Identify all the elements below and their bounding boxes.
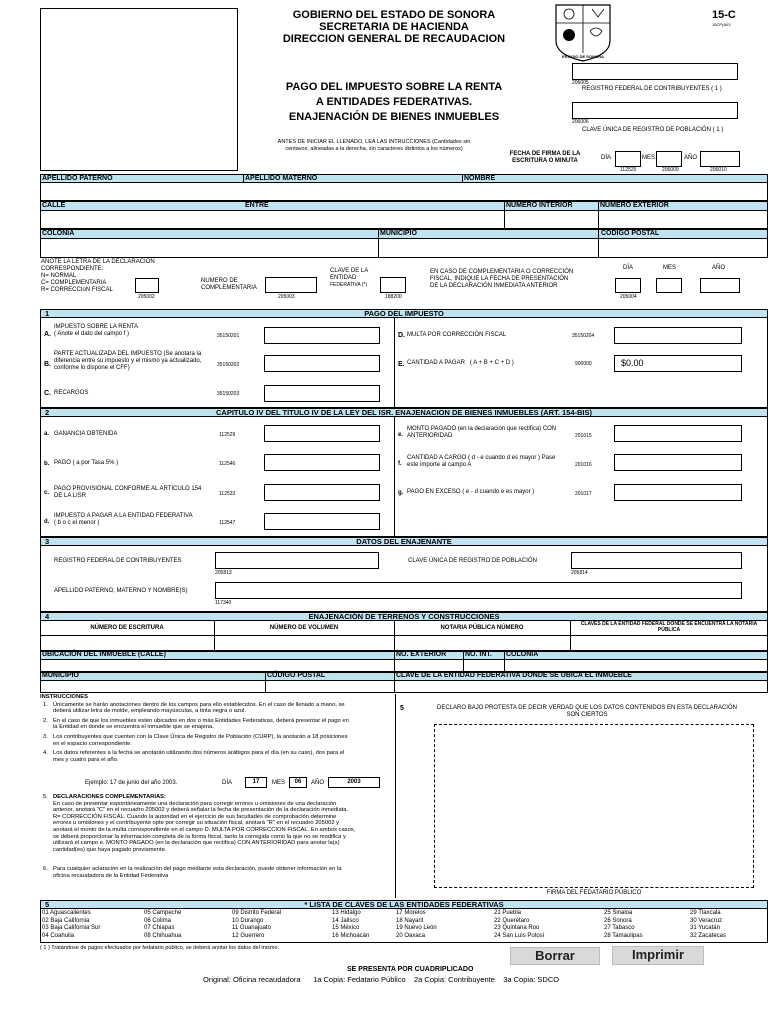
s3-curp-label: CLAVE ÚNICA DE REGISTRO DE POBLACIÓN: [408, 558, 537, 564]
clave-l3: FEDERATIVA (*): [330, 282, 368, 288]
state-item: 14 Jalisco: [332, 917, 359, 924]
fecha-code-1: 112525: [620, 167, 637, 173]
s4-clave-inm-label: CLAVE DE LA ENTIDAD FEDERATIVA DONDE SE UBICA EL INMUEBLE: [396, 672, 632, 679]
footer-copies: [203, 976, 559, 984]
fecha-mes-input[interactable]: [656, 151, 682, 167]
nombre-label: NOMBRE: [464, 175, 496, 182]
instructions-block-2: 5. DECLARACIONES COMPLEMENTARIAS: En caso de presentar espontáneamente una declaración para corregir errores u omisiones de una declaración anterior, anotará "C" en el recuadro 205002 y deberá señalar la fecha de presentación de la declaración inmediata. R= CORRECCIÓN FISCAL. Cuando la autoridad en el ejercicio de sus facultades de comprobación determine errores u omisiones y el contribuyente opte por corregir su situación fiscal, anotará "R" en el recuadro 205002 y anotará el monto de la multa correspondiente en el campo D. MULTA POR CORRECCION FISCAL. En ambos casos, se deberá proporcionar la información completa de la forma fiscal, tanto la corregida como la que no se modifica y utilizará el campo e. MONTO PAGADO (en la declaración que rectifica) CON ANTERIORIDAD para anotar la(s) cantidad(es) que haya pagado previamente. 6. Para cualquier aclaración en la realización del pago mediante esta declaración, puede obtener información en la oficina recaudadora de la Entidad Federativa: [40, 794, 395, 880]
ej-anio-label: AÑO: [311, 780, 325, 786]
instr-6b: oficina recaudadora de la Entidad Federativa: [53, 872, 169, 879]
s2-f-code: 201016: [575, 462, 592, 468]
state-item: 03 Baja California Sur: [42, 925, 101, 932]
s2-c-code: 112533: [219, 491, 236, 497]
signature-area[interactable]: [434, 724, 754, 888]
fecha-firma-label: [500, 151, 590, 165]
s3-nombre-input[interactable]: [215, 582, 742, 599]
state-item: 16 Michoacán: [332, 932, 370, 939]
instr-5g: utilizará el campo e. MONTO PAGADO (en la declaración que rectifica) CON ANTERIORIDAD para anotar la(s): [53, 840, 340, 847]
gov-title: GOBIERNO DEL ESTADO DE SONORA: [292, 9, 496, 21]
state-item: 17 Morelos: [396, 910, 426, 916]
caso-l3: DE LA DECLARACIÓN INMEDIATA ANTERIOR: [430, 283, 558, 289]
section-4-title: ENAJENACIÓN DE TERRENOS Y CONSTRUCCIONES: [308, 612, 500, 621]
s2-d-input[interactable]: [264, 513, 380, 530]
s2-f-l1: CANTIDAD A CARGO ( d - e cuando d es mayor ) Pase: [407, 455, 556, 461]
s3-rfc-code: 205813: [215, 570, 232, 576]
s2-g-label: PAGO EN EXCESO ( e - d cuando e es mayor ): [407, 489, 535, 495]
instr-5c: R= CORRECCIÓN FISCAL. Cuando la autoridad en el ejercicio de sus facultades de comprobación determine: [53, 813, 337, 820]
s2-c-label: [54, 486, 201, 500]
municipio-label: MUNICIPIO: [380, 230, 417, 237]
s1-b-l3: conforme lo dispone el CFF): [54, 365, 130, 371]
curp-input[interactable]: [572, 102, 738, 119]
fecha-mes-label: MES: [642, 155, 656, 161]
ej-mes-label: MES: [272, 780, 286, 786]
ej-dia-label: DÍA: [222, 780, 233, 786]
state-item: 28 Tamaulipas: [604, 932, 643, 939]
fecha-code-2: 206009: [662, 167, 679, 173]
state-item: 24 San Luis Potosí: [494, 932, 545, 939]
states-column: [690, 910, 726, 940]
state-item: 09 Distrito Federal: [232, 910, 282, 916]
s2-d-code: 112547: [219, 520, 236, 526]
state-item: 30 Veracruz: [690, 917, 723, 924]
state-item: 18 Nayarit: [396, 917, 424, 924]
instr-5d: errores u omisiones y el contribuyente opte por corregir su situación fiscal, anotará "R" en el recuadro 205002 y: [53, 820, 340, 827]
decl-l5: R= CORRECCIoN FISCAL: [41, 287, 113, 293]
fecha-dia-label: DÍA: [601, 155, 612, 161]
state-item: 01 Aguascalientes: [42, 910, 91, 916]
title-line-2: A ENTIDADES FEDERATIVAS.: [315, 96, 473, 108]
state-item: 29 Tlaxcala: [690, 910, 721, 916]
calle-row-input[interactable]: [40, 211, 768, 229]
decl-dia-label: DÍA: [623, 265, 634, 271]
s1-b-label: [54, 351, 214, 372]
fecha-dia-input[interactable]: [615, 151, 641, 167]
section-2-header: [40, 408, 768, 417]
decl-code-3: 188200: [385, 294, 402, 300]
instructions-block: INSTRUCCIONES 1. Únicamente se harán anotaciones dentro de los campos para ello establecidos. En el caso de llenado a mano, se deberá utilizar letra de molde, empleando mayúsculas, a tinta negra o azul. 2. En el caso de que los inmuebles estén ubicados en dos o más Entidades Federativas, deberá presentar el pago en la Entidad en donde se encuentra el inmueble que se enajena. 3. Los contribuyentes que cuenten con la Clave Única de Registro de Población (CURP), la anotarán a 18 posiciones en el espacio correspondiente. 4. Los datos referentes a la fecha se anotarán utilizando dos números arábigos para el día (en su caso), dos para el mes y cuatro para el año.: [40, 694, 395, 763]
s1-a-code: 35150201: [217, 333, 240, 339]
state-item: 02 Baja California: [42, 917, 90, 924]
fecha-firma-l2: ESCRITURA O MINUTA: [512, 158, 578, 164]
state-item: 13 Hidalgo: [332, 910, 361, 916]
state-item: 26 Sonora: [604, 917, 632, 924]
rfc-code: 206005: [572, 80, 589, 86]
num-comp-label: [201, 278, 257, 292]
instr-4b: mes y cuatro para el año.: [53, 756, 119, 763]
s2-e-input[interactable]: [614, 425, 742, 442]
decl-l1: ANOTE LA LETRA DE LA DECLARACION: [41, 259, 155, 265]
decl-mes-label: MES: [663, 265, 677, 271]
form-title: [260, 80, 528, 125]
s2-b-input[interactable]: [264, 454, 380, 471]
instr-5t: DECLARACIONES COMPLEMENTARIAS:: [53, 794, 166, 800]
ap-paterno-label: APELLIDO PATERNO: [42, 175, 113, 182]
s4-esc-label: NÚMERO DE ESCRITURA: [90, 625, 164, 631]
s2-f-l2: este importe al campo A: [407, 462, 472, 468]
s2-c-l1: PAGO PROVISIONAL CONFORME AL ARTICULO 154: [54, 486, 202, 492]
imprimir-button[interactable]: Imprimir: [612, 946, 704, 965]
s1-b-code: 35150202: [217, 362, 240, 368]
s2-a-label: GANANCIA OBTENIDA: [54, 431, 118, 437]
instr-6a: Para cualquier aclaración en la realización del pago mediante esta declaración, puede obtener información en la: [53, 866, 342, 873]
s4-row-3-input[interactable]: [40, 681, 768, 693]
fecha-firma-l1: FECHA DE FIRMA DE LA: [509, 151, 581, 157]
section-2-title: CAPITULO IV DEL TITULO IV DE LA LEY DEL ISR. ENAJENACION DE BIENES INMUEBLES (ART. 154-BIS): [215, 408, 593, 417]
section-1-title: PAGO DEL IMPUESTO: [364, 309, 444, 318]
states-column: [42, 910, 100, 940]
states-column: [604, 910, 643, 940]
s5-decl-l2: SON CIERTOS: [566, 712, 608, 718]
photo-box: [40, 8, 238, 171]
s1-e-l1: CANTIDAD A PAGAR: [407, 360, 465, 366]
decl-l4: C= COMPLEMENTARIA: [41, 280, 107, 286]
dir-title: DIRECCION GENERAL DE RECAUDACION: [282, 33, 506, 45]
s2-a-code: 112529: [219, 432, 236, 438]
s2-d-l2: ( b o c el menor ): [54, 520, 100, 526]
s2-g-input[interactable]: [614, 484, 742, 501]
s1-e-input[interactable]: $0.00: [614, 355, 742, 372]
s3-nombre-label: APELLIDO PATERNO, MATERNO Y NOMBRE(S): [54, 588, 188, 594]
decl-l2: CORRESPONDIENTE:: [41, 266, 104, 272]
note-line-2: centavos, alineadas a la derecha, sin caracteres distintos a los números): [285, 146, 463, 152]
copy-original: Original: Oficina recaudadora: [203, 975, 301, 984]
calle-label: CALLE: [42, 202, 66, 209]
s4-mun-label: MUNICIPIO: [42, 672, 79, 679]
s4-ubic-label: UBICACIÓN DEL INMUEBLE (CALLE): [42, 651, 166, 658]
form-code: 15-C: [712, 9, 736, 21]
s3-curp-code: 205814: [571, 570, 588, 576]
s5-decl-l1: DECLARO BAJO PROTESTA DE DECIR VERDAD QUE LOS DATOS CONTENIDOS EN ESTA DECLARACIÓN: [437, 705, 737, 711]
states-column: [494, 910, 544, 940]
s4-noext-label: NO. EXTERIOR: [396, 651, 447, 658]
caso-label: [430, 269, 573, 290]
footer-cuadriplicado: SE PRESENTA POR CUADRIPLICADO: [347, 966, 474, 973]
rfc-label: REGISTRO FEDERAL DE CONTRIBUYENTES ( 1 ): [582, 86, 722, 92]
instr-5f: se deberá proporcionar la información completa de la forma fiscal, tanto la corregida como la que no se modifica y: [53, 833, 346, 840]
section-5-num: 5: [45, 900, 50, 909]
instr-4a: Los datos referentes a la fecha se anotarán utilizando dos números arábigos para el día (en su caso), dos para el: [53, 750, 345, 757]
states-column: [144, 910, 181, 940]
states-column: [332, 910, 369, 940]
section-1-num: 1: [45, 309, 50, 318]
state-item: 15 México: [332, 925, 360, 932]
s1-b-l2: diferencia entre su impuesto y el mismo ya actualizado,: [54, 358, 202, 364]
copy-3: 3a Copia: SDCO: [503, 975, 560, 984]
section-3-header: [40, 537, 768, 546]
header-titles: [260, 9, 528, 45]
s4-clave-ent-label: CLAVES DE LA ENTIDAD FEDERAL DONDE SE ENCUENTRA LA NOTARÍA PÚBLICA: [580, 621, 758, 633]
state-item: 07 Chiapas: [144, 925, 175, 932]
state-item: 08 Chihuahua: [144, 932, 182, 939]
s4-col-label: COLONIA: [506, 651, 539, 658]
s2-g-code: 201017: [575, 491, 592, 497]
state-item: 27 Tabasco: [604, 925, 635, 932]
s4-row-2-input[interactable]: [40, 660, 768, 672]
title-line-1: PAGO DEL IMPUESTO SOBRE LA RENTA: [285, 81, 503, 93]
states-column: [232, 910, 281, 940]
s4-notaria-label: NOTARIA PÚBLICA NÚMERO: [440, 625, 524, 631]
fecha-code-3: 206010: [710, 167, 727, 173]
s1-d-code: 35150204: [572, 333, 595, 339]
s4-cp-label: CÓDIGO POSTAL: [267, 672, 326, 679]
nombre-row-input[interactable]: [40, 183, 768, 201]
state-item: 12 Guerrero: [232, 932, 265, 939]
s1-b-input[interactable]: [264, 355, 380, 372]
seal-text: ESTADO DE SONORA: [562, 54, 604, 59]
section-2-num: 2: [45, 408, 50, 417]
sec-title: SECRETARIA DE HACIENDA: [319, 21, 469, 33]
clave-l2: ENTIDAD: [330, 275, 357, 281]
note-line-1: ANTES DE INICIAR EL LLENADO, LEA LAS INTRUCCIONES (Cantidades sin: [277, 139, 471, 145]
s2-e-code: 201015: [575, 433, 592, 439]
s2-f-label: [407, 455, 555, 469]
instr-5h: cantidad(es) que haya pagado previamente.: [53, 846, 167, 853]
decl-code-4: 205004: [620, 294, 637, 300]
s2-b-code: 112546: [219, 461, 236, 467]
decl-anio-label: AÑO: [712, 265, 726, 271]
state-item: 32 Zacatecas: [690, 932, 727, 939]
decl-l3: N= NORMAL: [41, 273, 77, 279]
decl-code-2: 205003: [278, 294, 295, 300]
instr-5b: anterior, anotará "C" en el recuadro 205002 y deberá señalar la fecha de presentación de la declaración inmediata.: [53, 807, 349, 814]
num-int-label: NÚMERO INTERIOR: [506, 202, 573, 209]
ej-dia-value: 17: [245, 777, 267, 788]
s5-decl-text: [412, 705, 762, 719]
s3-nombre-code: 117340: [215, 600, 232, 606]
section-4-header: [40, 612, 768, 621]
s1-b-l1: PARTE ACTUALIZADA DEL IMPUESTO (Se anotara la: [54, 351, 202, 357]
section-4-num: 4: [45, 612, 50, 621]
s1-e-l2: ( A + B + C + D ): [469, 360, 514, 366]
state-item: 11 Guanajuato: [232, 925, 271, 932]
signature-label: FIRMA DEL FEDATARIO PÚBLICO: [546, 890, 642, 896]
section-3-title: DATOS DEL ENAJENANTE: [356, 537, 452, 546]
s1-e-code: 900000: [575, 361, 592, 367]
s3-rfc-input[interactable]: [215, 552, 379, 569]
decl-anio-input[interactable]: [700, 278, 740, 293]
num-comp-input[interactable]: [265, 277, 317, 293]
instr-3b: en el espacio correspondiente.: [53, 740, 132, 747]
s1-d-input[interactable]: [614, 327, 742, 344]
decl-type-input[interactable]: [135, 278, 159, 293]
s2-e-label: [407, 426, 556, 440]
clave-l1: CLAVE DE LA: [330, 268, 369, 274]
entre-label: ENTRE: [245, 202, 269, 209]
s4-row-1-input[interactable]: [40, 636, 768, 651]
footer-note: ( 1 ) Tratándose de pagos efectuados por fedatario público, se deberá anotar los datos del mismo.: [40, 945, 280, 951]
s1-a-input[interactable]: [264, 327, 380, 344]
curp-label: CLAVE ÚNICA DE REGISTRO DE POBLACIÓN ( 1 ): [582, 127, 724, 133]
states-columns: [42, 910, 766, 942]
state-item: 21 Puebla: [494, 910, 522, 916]
s3-curp-input[interactable]: [571, 552, 742, 569]
instr-1a: Únicamente se harán anotaciones dentro de los campos para ello establecidos. En el caso de llenado a mano, se: [53, 701, 345, 708]
s2-e-l2: ANTERIORIDAD: [407, 433, 453, 439]
instr-2a: En el caso de que los inmuebles estén ubicados en dos o más Entidades Federativas, deberá presentar el pago en: [53, 717, 349, 724]
num-comp-l2: COMPLEMENTARIA: [201, 285, 257, 291]
borrar-button[interactable]: Borrar: [510, 947, 600, 965]
fecha-anio-label: AÑO: [684, 155, 698, 161]
s3-rfc-label: REGISTRO FEDERAL DE CONTRIBUYENTES: [54, 558, 182, 564]
colonia-row-input[interactable]: [40, 239, 768, 258]
states-column: [396, 910, 437, 940]
decl-dia-input[interactable]: [615, 278, 641, 293]
state-item: 19 Nuevo León: [396, 925, 437, 932]
section-5-header: [40, 900, 768, 909]
clave-entidad-label: [330, 268, 368, 289]
s1-c-code: 35150203: [217, 391, 240, 397]
section-1-header: [40, 309, 768, 318]
s2-d-label: [54, 513, 193, 527]
s2-c-input[interactable]: [264, 484, 380, 501]
s1-c-label: RECARGOS: [54, 390, 89, 396]
instr-title: INSTRUCCIONES: [40, 694, 88, 700]
caso-l1: EN CASO DE COMPLEMENTARIA O CORRECCIÓN: [430, 269, 574, 275]
s1-c-input[interactable]: [264, 385, 380, 402]
instr-example: Ejemplo: 17 de junio del año 2003.: [85, 780, 178, 786]
s1-d-label: MULTA POR CORRECCIÓN FISCAL: [407, 332, 507, 338]
num-ext-label: NÚMERO EXTERIOR: [600, 202, 669, 209]
s2-d-l1: IMPUESTO A PAGAR A LA ENTIDAD FEDERATIVA: [54, 513, 193, 519]
form-sub: 15CP(A03: [712, 22, 731, 27]
caso-l2: FISCAL, INDIQUE LA FECHA DE PRESENTACIÓN: [430, 276, 569, 282]
s1-e-label: [407, 360, 514, 367]
s2-b-label: PAGO ( a por Tasa 5% ): [54, 460, 119, 466]
state-item: 04 Coahuila: [42, 932, 75, 939]
s5-decl-num: 5: [400, 705, 404, 712]
state-item: 31 Yucatán: [690, 925, 720, 932]
s4-noint-label: NO. INT.: [465, 651, 492, 658]
s1-a-l1: IMPUESTO SOBRE LA RENTA: [54, 324, 139, 330]
colonia-label: COLONIA: [42, 230, 75, 237]
curp-code: 206006: [572, 119, 589, 125]
s1-a-l2: ( Anote el dato del campo f ): [54, 331, 130, 337]
state-seal: [552, 3, 614, 63]
copy-1: 1a Copia: Fedatario Público: [313, 975, 406, 984]
s2-c-l2: DE LA LISR: [54, 493, 87, 499]
instr-1b: deberá utilizar letra de molde, empleando mayúsculas, a tinta negra o azul.: [53, 708, 247, 715]
cp-label: CÓDIGO POSTAL: [601, 230, 660, 237]
state-item: 06 Colima: [144, 917, 172, 924]
ej-anio-value: 2003: [328, 777, 380, 788]
ident-row-1-bg: [40, 174, 768, 183]
num-comp-l1: NUMERO DE: [201, 278, 238, 284]
decl-mes-input[interactable]: [656, 278, 682, 293]
instr-3a: Los contribuyentes que cuenten con la Clave Única de Registro de Población (CURP), la anotarán a 18 posiciones: [53, 733, 348, 740]
section-3-num: 3: [45, 537, 50, 546]
section-5-title: * LISTA DE CLAVES DE LAS ENTIDADES FEDERATIVAS: [304, 900, 504, 909]
fecha-anio-input[interactable]: [700, 151, 740, 167]
state-item: 10 Durango: [232, 917, 264, 924]
rfc-input[interactable]: [572, 63, 738, 80]
s2-f-input[interactable]: [614, 454, 742, 471]
instr-2b: la Entidad en donde se encuentra el inmueble que se enajena.: [53, 724, 214, 731]
s2-a-input[interactable]: [264, 425, 380, 442]
state-item: 05 Campeche: [144, 910, 182, 916]
ap-materno-label: APELLIDO MATERNO: [245, 175, 318, 182]
instr-5e: anotará el monto de la multa correspondiente en el campo D. MULTA POR CORRECCION FISCAL. En ambos casos,: [53, 826, 356, 833]
copy-2: 2a Copia: Contribuyente: [413, 975, 495, 984]
state-item: 25 Sinaloa: [604, 910, 633, 916]
instructions-note: [240, 139, 508, 153]
state-item: 20 Oaxaca: [396, 932, 426, 939]
s4-vol-label: NÚMERO DE VOLUMEN: [269, 625, 339, 631]
title-line-3: ENAJENACIÓN DE BIENES INMUEBLES: [288, 111, 500, 123]
instr-5a: En caso de presentar espontáneamente una declaración para corregir errores u omisiones de una declaración: [53, 800, 337, 807]
state-item: 22 Querétaro: [494, 917, 530, 924]
s1-a-label: [54, 324, 138, 338]
clave-entidad-input[interactable]: [380, 277, 406, 293]
state-item: 23 Quintana Roo: [494, 925, 540, 932]
decl-code-1: 205002: [138, 294, 155, 300]
s2-e-l1: MONTO PAGADO (en la declaración que rectifica) CON: [407, 426, 557, 432]
ej-mes-value: 06: [289, 777, 307, 788]
